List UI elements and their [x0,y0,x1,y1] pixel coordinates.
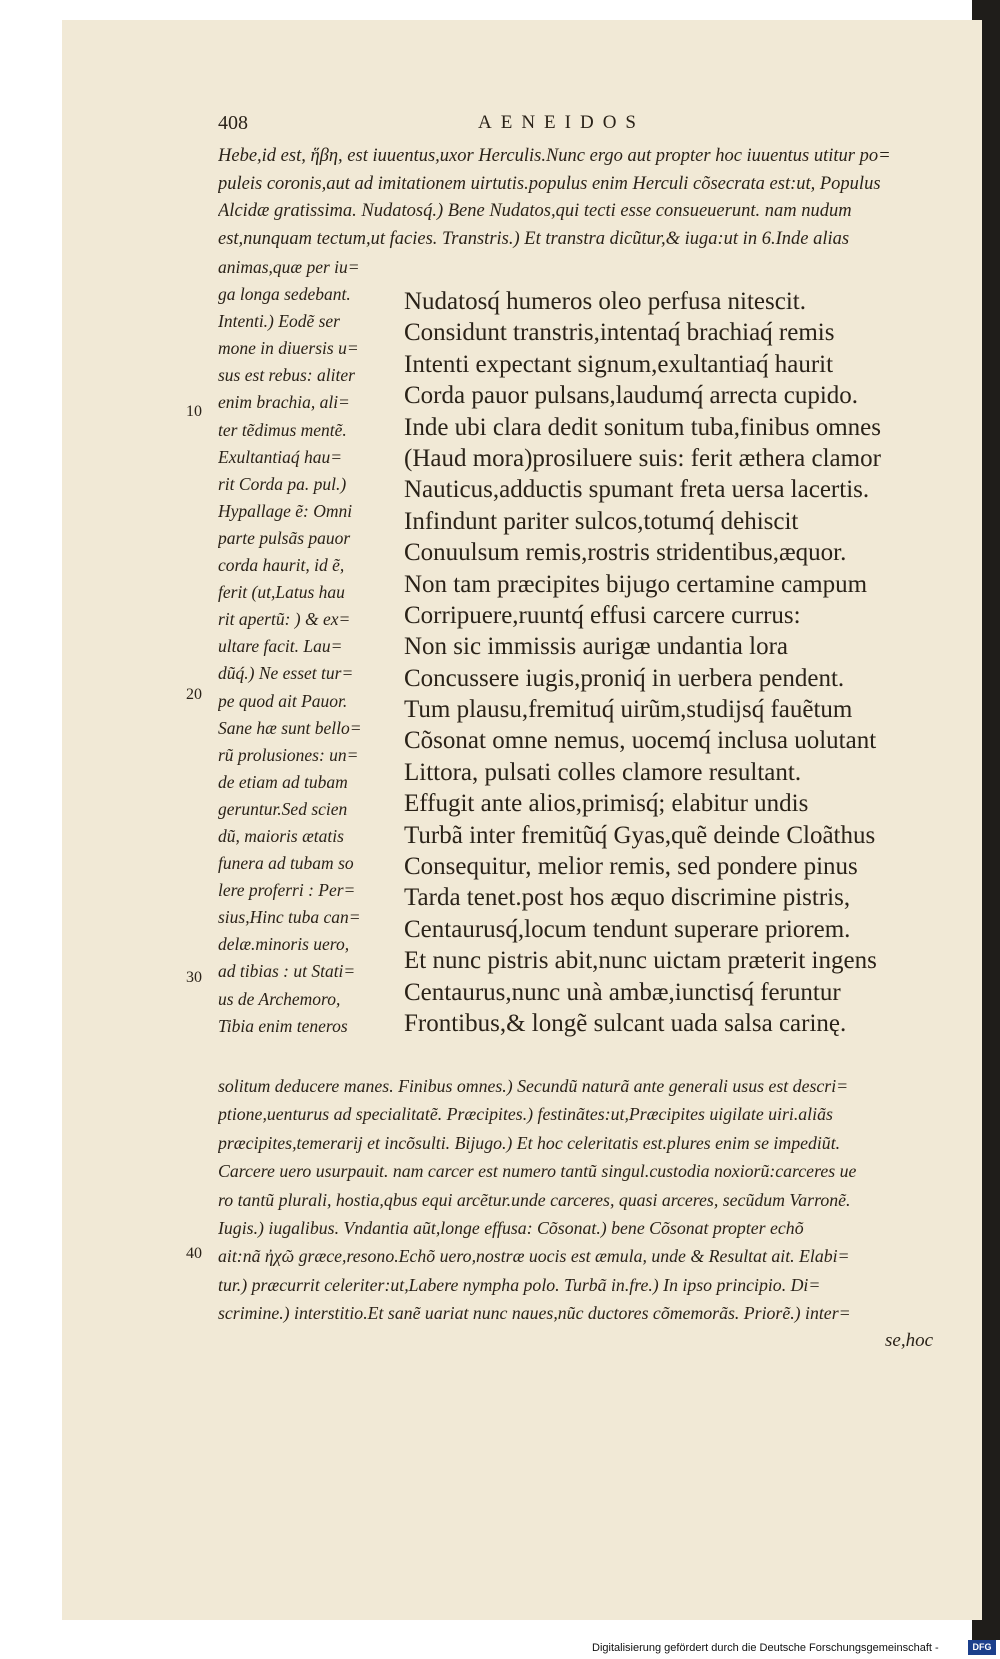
running-title: AENEIDOS [478,112,645,133]
commentary-line: Iugis.) iugalibus. Vndantia aũt,longe effusa: Cõsonat.) bene Cõsonat propter echõ [218,1217,804,1238]
verse-line: Inde ubi clara dedit sonitum tuba,finibus omnes [404,413,881,441]
line-number: 30 [186,969,202,986]
verse-line: Nudatosq́ humeros oleo perfusa nitescit. [404,288,806,315]
commentary-line: rũ prolusiones: un= [218,744,359,765]
commentary-line: rit Corda pa. pul.) [218,473,347,494]
commentary-line: de etiam ad tubam [218,771,348,792]
verse-text [404,286,969,1039]
commentary-line: præcipites,temerarij et incõsulti. Bijugo.) Et hoc celeritatis est.plures enim se impediũt. [218,1132,841,1153]
line-number: 20 [186,686,202,703]
verse-line: Concussere iugis,proniq́ in uerbera pendent. [404,664,845,692]
verse-line: Tum plausu,fremituq́ uirũm,studijsq́ fauẽtum [404,696,853,724]
verse-line: Conuulsum remis,rostris stridentibus,æquor. [404,539,847,567]
verse-line: Centaurus,nunc unà ambæ,iunctisq́ feruntur [404,978,841,1006]
commentary-line: Hypallage ẽ: Omni [218,500,353,521]
verse-line: (Haud mora)prosiluere suis: ferit æthera clamor [404,444,881,472]
commentary-line: est,nunquam tectum,ut facies. Transtris.) Et transtra dicũtur,& iuga:ut in 6.Inde alias [218,228,850,249]
verse-line: Corripuere,ruuntq́ effusi carcere currus: [404,601,801,629]
digitization-credit: Digitalisierung gefördert durch die Deutsche Forschungsgemeinschaft - [592,1642,939,1654]
commentary-line: ferit (ut,Latus hau [218,582,345,603]
commentary-line: sius,Hinc tuba can= [218,907,361,928]
verse-line: Effugit ante alios,primisq́; elabitur undis [404,790,809,818]
commentary-line: funera ad tubam so [218,853,354,874]
commentary-line: Carcere uero usurpauit. nam carcer est numero tantũ singul.custodia noxiorũ:carceres ue [218,1161,857,1182]
commentary-line: sus est rebus: aliter [218,365,355,386]
commentary-top [218,143,963,253]
verse-line: Turbã inter fremitũq́ Gyas,quẽ deinde Cloãthus [404,821,876,849]
commentary-line: parte pulsãs pauor [218,527,351,548]
line-number: 40 [186,1245,202,1262]
commentary-line: tur.) præcurrit celeriter:ut,Labere nympha polo. Turbã in.fre.) In ipso principio. Di= [218,1274,821,1295]
verse-line: Corda pauor pulsans,laudumq́ arrecta cupido. [404,382,859,410]
commentary-line: dũq́.) Ne esset tur= [218,663,354,684]
verse-line: Infindunt pariter sulcos,totumq́ dehiscit [404,507,799,535]
verse-line: Littora, pulsati colles clamore resultant. [404,758,802,786]
commentary-line: scrimine.) interstitio.Et sanẽ uariat nunc naues,nũc ductores cõmemorãs. Priorẽ.) inter= [218,1303,851,1324]
commentary-line: animas,quæ per iu= [218,257,360,277]
commentary-line: enim brachia, ali= [218,392,350,413]
commentary-line: Tibia enim teneros [218,1015,348,1036]
commentary-line: ter tẽdimus mentẽ. [218,419,347,440]
commentary-bottom [218,1072,963,1328]
commentary-line: Sane hæ sunt bello= [218,717,362,738]
commentary-line: dũ, maioris ætatis [218,825,344,846]
commentary-line: ait:nã ἠχῶ græce,resono.Echõ uero,nostræ uocis est æmula, unde & Resultat ait. Elabi= [218,1246,850,1267]
verse-line: Cõsonat omne nemus, uocemq́ inclusa uolutant [404,727,877,755]
verse-line: Non sic immissis aurigæ undantia lora [404,633,788,661]
commentary-line: rit apertũ: ) & ex= [218,609,351,630]
commentary-left-column [218,254,390,1040]
verse-line: Et nunc pistris abit,nunc uictam præterit ingens [404,947,877,975]
commentary-line: us de Archemoro, [218,988,341,1009]
commentary-line: ad tibias : ut Stati= [218,961,356,982]
commentary-line: puleis coronis,aut ad imitationem uirtutis.populus enim Herculi cõsecrata est:ut, Populus [218,173,881,194]
catchword: se,hoc [885,1330,934,1351]
verse-line: Tarda tenet.post hos æquo discrimine pistris, [404,884,851,912]
verse-line: Considunt transtris,intentaq́ brachiaq́ remis [404,319,835,347]
commentary-line: corda haurit, id ẽ, [218,555,345,576]
commentary-line: ultare facit. Lau= [218,636,343,657]
line-number: 10 [186,403,202,420]
commentary-line: Hebe,id est, ἥβη, est iuuentus,uxor Herculis.Nunc ergo aut propter hoc iuuentus utitur po= [218,146,891,166]
commentary-line: Exultantiaq́ hau= [218,446,343,467]
verse-line: Centaurusq́,locum tendunt superare priorem. [404,915,851,943]
commentary-line: geruntur.Sed scien [218,798,348,819]
commentary-line: ptione,uenturus ad specialitatẽ. Præcipites.) festinãtes:ut,Præcipites uigilate uiri.aliãs [218,1104,833,1125]
page-number: 408 [218,112,248,134]
commentary-line: mone in diuersis u= [218,338,359,359]
verse-line: Non tam præcipites bijugo certamine campum [404,570,868,598]
commentary-line: pe quod ait Pauor. [218,690,348,711]
commentary-line: lere proferri : Per= [218,880,356,901]
commentary-line: Alcidæ gratissima. Nudatosq́.) Bene Nudatos,qui tecti esse consueuerunt. nam nudum [218,201,852,222]
commentary-line: ro tantũ plurali, hostia,qbus equi arcẽtur.unde carceres, quasi arceres, secũdum Varronẽ. [218,1189,851,1210]
commentary-line: solitum deducere manes. Finibus omnes.) Secundũ naturã ante generali usus est descri= [218,1076,849,1096]
verse-line: Intenti expectant signum,exultantiaq́ haurit [404,350,834,378]
verse-line: Nauticus,adductis spumant freta uersa lacertis. [404,476,870,504]
commentary-line: delæ.minoris uero, [218,934,350,955]
commentary-line: Intenti.) Eodẽ ser [218,311,340,332]
verse-line: Frontibus,& longẽ sulcant uada salsa carinę. [404,1009,847,1037]
verse-line: Consequitur, melior remis, sed pondere pinus [404,853,858,881]
dfg-logo-icon: DFG [968,1640,996,1655]
commentary-line: ga longa sedebant. [218,284,351,305]
